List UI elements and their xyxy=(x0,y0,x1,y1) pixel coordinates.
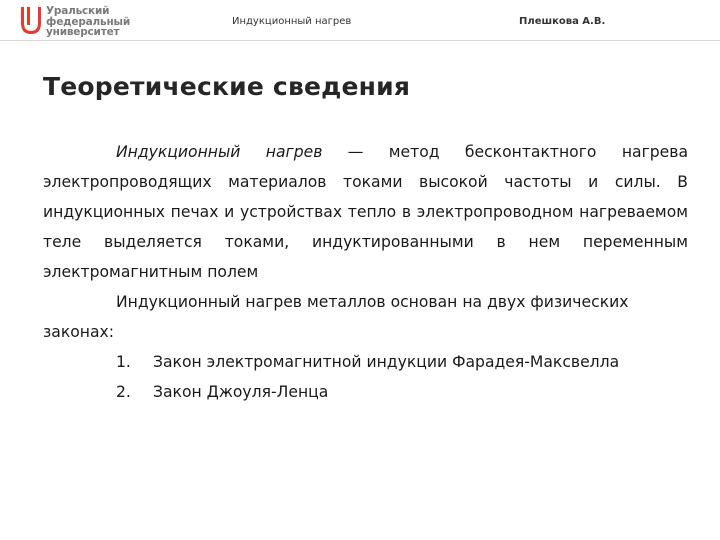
logo-line: Уральский xyxy=(46,5,110,17)
header-author: Плешкова А.В. xyxy=(519,16,606,27)
logo-text xyxy=(46,6,130,38)
logo-line: федеральный xyxy=(46,15,130,28)
list-item-number: 2. xyxy=(116,383,131,401)
definition-text: — метод бесконтактного нагрева электропроводящих материалов токами высокой частоты и силы. В индукционных печах и устройствах тепло в электропроводном нагреваемом теле выделяется токами, индуктированными в нем переменным электромагнитным полем xyxy=(43,143,689,281)
header-divider xyxy=(0,40,720,41)
list-item-text: Закон электромагнитной индукции Фарадея-Максвелла xyxy=(153,353,620,371)
laws-list xyxy=(43,347,688,407)
list-item xyxy=(43,347,688,377)
slide-body xyxy=(43,137,688,407)
urfu-logo-icon xyxy=(20,6,42,36)
university-logo xyxy=(20,6,130,38)
list-item-number: 1. xyxy=(116,353,131,371)
list-item xyxy=(43,377,688,407)
laws-intro-paragraph: Индукционный нагрев металлов основан на двух физических законах: xyxy=(43,293,629,341)
definition-paragraph xyxy=(43,137,688,287)
logo-line: университет xyxy=(46,26,120,38)
header-topic: Индукционный нагрев xyxy=(232,16,352,27)
definition-term: Индукционный нагрев xyxy=(116,143,323,161)
list-item-text: Закон Джоуля-Ленца xyxy=(153,383,329,401)
page-title: Теоретические сведения xyxy=(43,72,411,101)
